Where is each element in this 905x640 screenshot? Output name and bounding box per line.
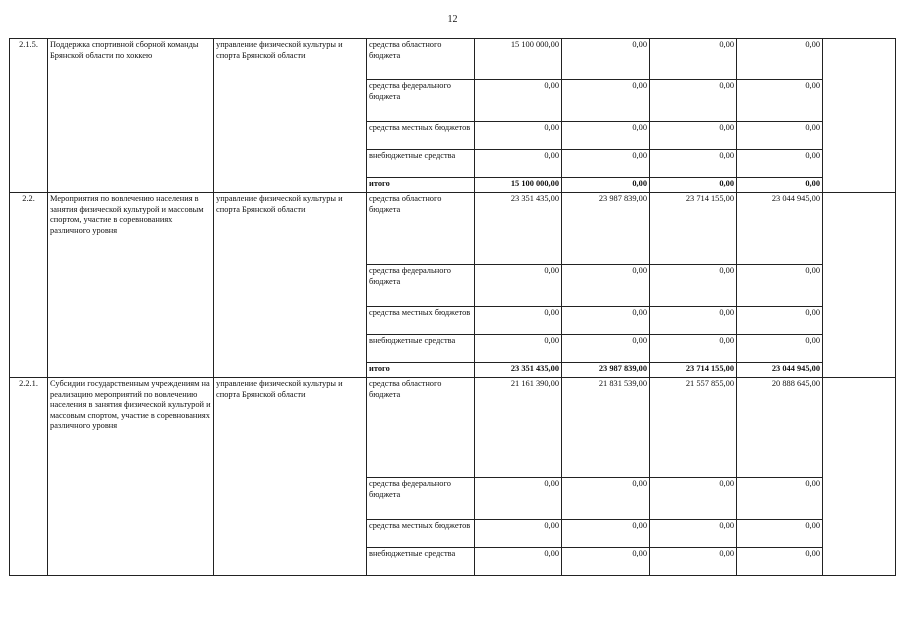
table-row xyxy=(10,193,896,265)
value-cell: 0,00 xyxy=(650,335,737,363)
total-value: 23 714 155,00 xyxy=(650,363,737,378)
funding-source: средства местных бюджетов xyxy=(367,307,475,335)
value-cell: 0,00 xyxy=(650,265,737,307)
total-value: 23 351 435,00 xyxy=(475,363,562,378)
row-name: Мероприятия по вовлечению населения в занятия физической культурой и массовым спортом, участие в соревнованиях различного уровня xyxy=(48,193,214,378)
value-cell: 0,00 xyxy=(475,307,562,335)
total-label: итого xyxy=(367,363,475,378)
total-label: итого xyxy=(367,178,475,193)
value-cell: 0,00 xyxy=(562,265,650,307)
value-cell: 0,00 xyxy=(475,335,562,363)
total-value: 23 987 839,00 xyxy=(562,363,650,378)
value-cell: 0,00 xyxy=(650,39,737,80)
value-cell: 0,00 xyxy=(562,80,650,122)
funding-source: внебюджетные средства xyxy=(367,548,475,576)
total-value: 23 044 945,00 xyxy=(737,363,823,378)
value-cell: 0,00 xyxy=(562,548,650,576)
value-cell: 0,00 xyxy=(475,520,562,548)
value-cell: 0,00 xyxy=(737,548,823,576)
row-code: 2.2.1. xyxy=(10,378,48,576)
value-cell: 0,00 xyxy=(475,122,562,150)
value-cell: 0,00 xyxy=(562,478,650,520)
total-value: 0,00 xyxy=(650,178,737,193)
funding-source: внебюджетные средства xyxy=(367,150,475,178)
value-cell: 21 161 390,00 xyxy=(475,378,562,478)
row-code: 2.1.5. xyxy=(10,39,48,193)
value-cell: 0,00 xyxy=(650,122,737,150)
value-cell: 23 351 435,00 xyxy=(475,193,562,265)
empty-cell xyxy=(823,378,896,576)
row-executor: управление физической культуры и спорта Брянской области xyxy=(214,39,367,193)
value-cell: 23 987 839,00 xyxy=(562,193,650,265)
funding-source: внебюджетные средства xyxy=(367,335,475,363)
value-cell: 0,00 xyxy=(737,150,823,178)
value-cell: 0,00 xyxy=(475,548,562,576)
value-cell: 23 044 945,00 xyxy=(737,193,823,265)
value-cell: 15 100 000,00 xyxy=(475,39,562,80)
budget-table xyxy=(9,38,896,576)
value-cell: 0,00 xyxy=(737,80,823,122)
empty-cell xyxy=(823,193,896,378)
value-cell: 23 714 155,00 xyxy=(650,193,737,265)
value-cell: 21 831 539,00 xyxy=(562,378,650,478)
empty-cell xyxy=(823,39,896,193)
value-cell: 0,00 xyxy=(475,150,562,178)
row-executor: управление физической культуры и спорта Брянской области xyxy=(214,378,367,576)
funding-source: средства местных бюджетов xyxy=(367,520,475,548)
value-cell: 0,00 xyxy=(562,307,650,335)
value-cell: 0,00 xyxy=(737,122,823,150)
value-cell: 0,00 xyxy=(562,150,650,178)
value-cell: 0,00 xyxy=(650,520,737,548)
row-code: 2.2. xyxy=(10,193,48,378)
value-cell: 0,00 xyxy=(562,520,650,548)
value-cell: 0,00 xyxy=(650,478,737,520)
value-cell: 0,00 xyxy=(562,39,650,80)
funding-source: средства федерального бюджета xyxy=(367,265,475,307)
value-cell: 0,00 xyxy=(737,520,823,548)
value-cell: 0,00 xyxy=(737,478,823,520)
value-cell: 0,00 xyxy=(475,80,562,122)
value-cell: 0,00 xyxy=(737,307,823,335)
total-value: 0,00 xyxy=(737,178,823,193)
value-cell: 0,00 xyxy=(475,265,562,307)
row-name: Поддержка спортивной сборной команды Брянской области по хоккею xyxy=(48,39,214,193)
funding-source: средства федерального бюджета xyxy=(367,80,475,122)
value-cell: 0,00 xyxy=(650,150,737,178)
table-row xyxy=(10,378,896,478)
value-cell: 0,00 xyxy=(562,122,650,150)
row-name: Субсидии государственным учреждениям на реализацию мероприятий по вовлечению населения в занятия физической культурой и массовым спортом, участие в соревнованиях различного уровня xyxy=(48,378,214,576)
table-row xyxy=(10,39,896,80)
page-number: 12 xyxy=(447,14,458,25)
value-cell: 0,00 xyxy=(737,265,823,307)
total-value: 15 100 000,00 xyxy=(475,178,562,193)
funding-source: средства областного бюджета xyxy=(367,378,475,478)
value-cell: 0,00 xyxy=(562,335,650,363)
value-cell: 0,00 xyxy=(650,307,737,335)
total-value: 0,00 xyxy=(562,178,650,193)
funding-source: средства областного бюджета xyxy=(367,39,475,80)
value-cell: 0,00 xyxy=(737,39,823,80)
row-executor: управление физической культуры и спорта Брянской области xyxy=(214,193,367,378)
value-cell: 0,00 xyxy=(737,335,823,363)
funding-source: средства федерального бюджета xyxy=(367,478,475,520)
funding-source: средства областного бюджета xyxy=(367,193,475,265)
value-cell: 20 888 645,00 xyxy=(737,378,823,478)
value-cell: 21 557 855,00 xyxy=(650,378,737,478)
value-cell: 0,00 xyxy=(650,548,737,576)
value-cell: 0,00 xyxy=(475,478,562,520)
value-cell: 0,00 xyxy=(650,80,737,122)
funding-source: средства местных бюджетов xyxy=(367,122,475,150)
